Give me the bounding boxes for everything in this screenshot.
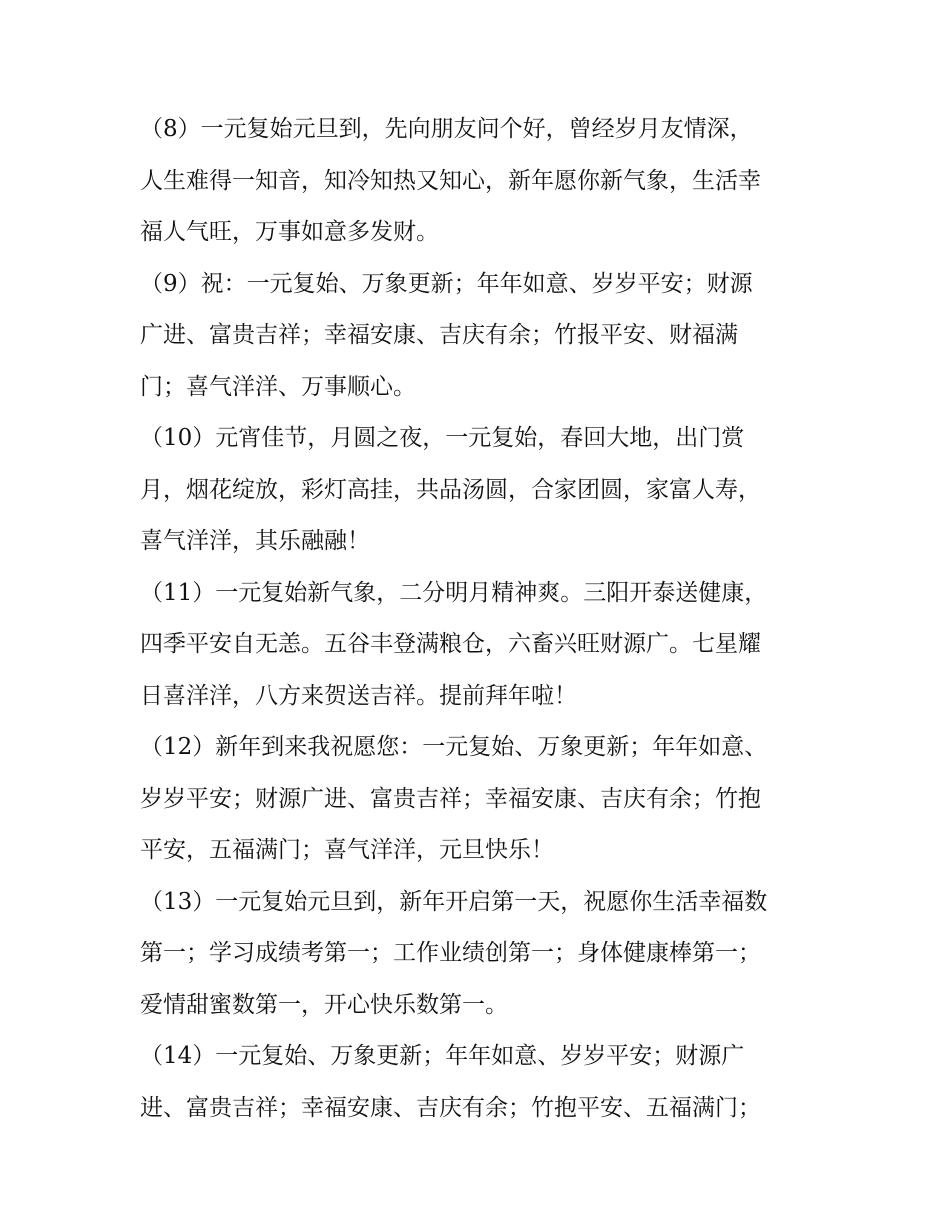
text-line: 爱情甜蜜数第一，开心快乐数第一。 <box>140 991 508 1018</box>
text-line: （14）一元复始、万象更新；年年如意、岁岁平安；财源广 <box>140 1043 745 1069</box>
text-line: （9）祝：一元复始、万象更新；年年如意、岁岁平安；财源 <box>140 270 753 297</box>
document-body <box>140 104 820 1134</box>
text-line: 第一；学习成绩考第一；工作业绩创第一；身体健康棒第一； <box>140 940 761 966</box>
text-line: （13）一元复始元旦到，新年开启第一天，祝愿你生活幸福数 <box>140 888 768 915</box>
text-line: 门；喜气洋洋、万事顺心。 <box>140 373 416 400</box>
text-line: （10）元宵佳节，月圆之夜，一元复始，春回大地，出门赏 <box>140 425 745 451</box>
text-line: （12）新年到来我祝愿您：一元复始、万象更新；年年如意、 <box>140 734 768 760</box>
text-line: 进、富贵吉祥；幸福安康、吉庆有余；竹抱平安、五福满门； <box>140 1094 761 1121</box>
text-line: 四季平安自无恙。五谷丰登满粮仓，六畜兴旺财源广。七星耀 <box>140 631 761 657</box>
text-line: 喜气洋洋，其乐融融！ <box>140 528 370 554</box>
text-line: （11）一元复始新气象，二分明月精神爽。三阳开泰送健康， <box>140 579 768 606</box>
text-line: 福人气旺，万事如意多发财。 <box>140 219 439 245</box>
text-line: 月，烟花绽放，彩灯高挂，共品汤圆，合家团圆，家富人寿， <box>140 476 761 503</box>
text-line: 岁岁平安；财源广进、富贵吉祥；幸福安康、吉庆有余；竹抱 <box>140 785 761 812</box>
text-line: 平安，五福满门；喜气洋洋，元旦快乐！ <box>140 837 554 863</box>
text-line: 日喜洋洋，八方来贺送吉祥。提前拜年啦！ <box>140 682 577 709</box>
text-line: （8）一元复始元旦到，先向朋友问个好，曾经岁月友情深， <box>140 116 753 142</box>
text-line: 人生难得一知音，知冷知热又知心，新年愿你新气象，生活幸 <box>140 167 761 194</box>
text-line: 广进、富贵吉祥；幸福安康、吉庆有余；竹报平安、财福满 <box>140 322 738 348</box>
